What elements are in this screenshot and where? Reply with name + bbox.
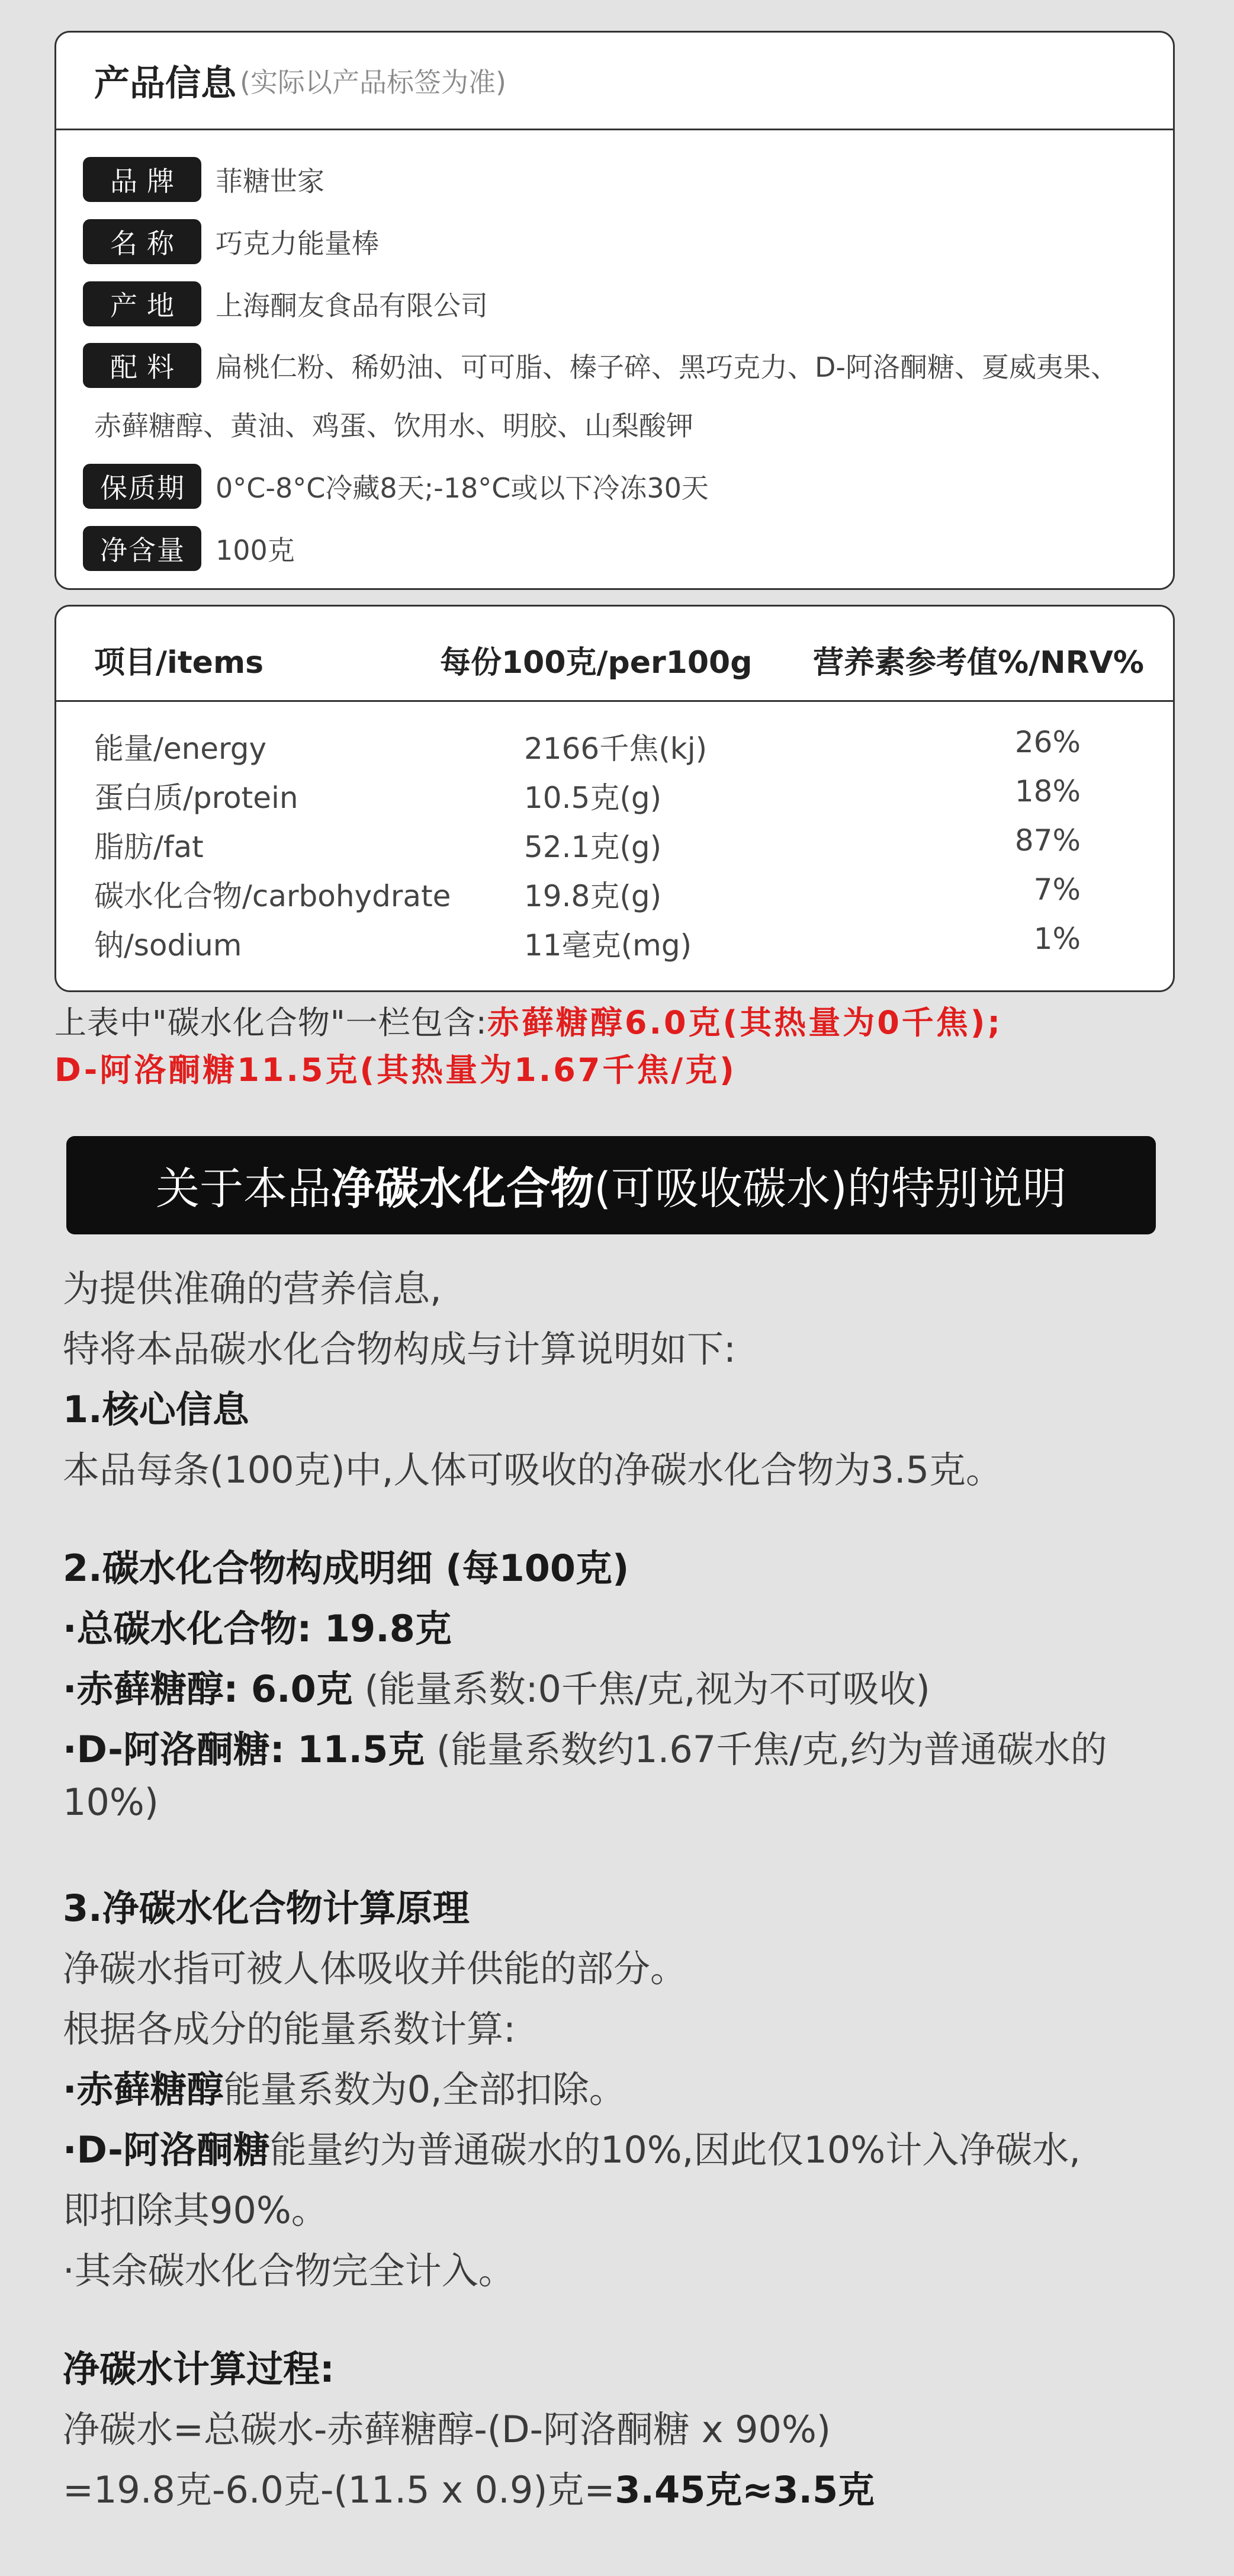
calc-result-expression: =19.8克-6.0克-(11.5 x 0.9)克= xyxy=(63,2468,615,2511)
nutrient-amount: 11毫克(mg) xyxy=(524,928,692,963)
intro-line-2: 特将本品碳水化合物构成与计算说明如下: xyxy=(63,1327,736,1371)
section-2-title: 2.碳水化合物构成明细 (每100克) xyxy=(63,1547,629,1590)
allulose-note: D-阿洛酮糖11.5克(其热量为1.67千焦/克) xyxy=(54,1051,737,1089)
net-carb-banner xyxy=(66,1136,1156,1234)
erythritol-bold: ·赤藓糖醇: 6.0克 xyxy=(63,1667,353,1711)
info-row-brand xyxy=(83,157,324,202)
calc-result xyxy=(63,2460,875,2513)
info-value: 扁桃仁粉、稀奶油、可可脂、榛子碎、黑巧克力、D-阿洛酮糖、夏威夷果、 xyxy=(216,351,1119,383)
info-label: 品牌 xyxy=(83,157,201,202)
product-info-header xyxy=(56,33,1173,130)
other-carbs-rule: ·其余碳水化合物完全计入。 xyxy=(63,2249,515,2292)
nutrient-name: 蛋白质/protein xyxy=(94,781,298,815)
info-row-ingredients xyxy=(83,343,1118,388)
info-value: 0°C-8°C冷藏8天;-18°C或以下冷冻30天 xyxy=(216,472,709,504)
nutrient-name: 钠/sodium xyxy=(94,928,242,963)
nutrition-table-header xyxy=(56,607,1173,702)
allulose-rule-bold: ·D-阿洛酮糖 xyxy=(63,2128,270,2171)
info-label: 保质期 xyxy=(83,464,201,509)
info-value: 菲糖世家 xyxy=(216,165,324,197)
erythritol-detail: (能量系数:0千焦/克,视为不可吸收) xyxy=(352,1667,930,1711)
carb-note-prefix: 上表中"碳水化合物"一栏包含: xyxy=(54,1004,487,1041)
nutrient-amount: 2166千焦(kj) xyxy=(524,732,708,766)
nutrient-nrv: 7% xyxy=(1033,872,1081,907)
info-label: 名称 xyxy=(83,219,201,264)
banner-prefix: 关于本品 xyxy=(156,1163,332,1214)
section-1-title: 1.核心信息 xyxy=(63,1388,249,1431)
allulose-rule-cont: 即扣除其90%。 xyxy=(63,2189,328,2232)
nutrient-name: 脂肪/fat xyxy=(94,830,204,864)
nutrient-nrv: 87% xyxy=(1014,823,1081,858)
product-info-title: 产品信息 xyxy=(94,63,236,104)
nutrient-amount: 10.5克(g) xyxy=(524,781,662,815)
banner-bold: 净碳水化合物 xyxy=(331,1163,594,1214)
nutrient-nrv: 18% xyxy=(1014,774,1081,809)
info-row-net-content xyxy=(83,526,295,571)
erythritol-rule-text: 能量系数为0,全部扣除。 xyxy=(223,2068,626,2111)
column-header-per100g: 每份100克/per100g xyxy=(440,645,753,681)
calc-title: 净碳水计算过程: xyxy=(63,2347,335,2391)
allulose-line-cont: 10%) xyxy=(63,1781,159,1824)
nutrient-nrv: 1% xyxy=(1033,922,1081,956)
column-header-nrv: 营养素参考值%/NRV% xyxy=(813,645,1145,681)
total-carb-line: ·总碳水化合物: 19.8克 xyxy=(63,1607,452,1650)
section-1-text: 本品每条(100克)中,人体可吸收的净碳水化合物为3.5克。 xyxy=(63,1448,1003,1491)
info-label: 净含量 xyxy=(83,526,201,571)
calc-result-value: 3.45克≈3.5克 xyxy=(615,2468,875,2511)
erythritol-rule xyxy=(63,2060,626,2113)
section-3-line-1: 净碳水指可被人体吸收并供能的部分。 xyxy=(63,1947,687,1990)
calc-formula: 净碳水=总碳水-赤藓糖醇-(D-阿洛酮糖 x 90%) xyxy=(63,2408,831,2451)
intro-line-1: 为提供准确的营养信息, xyxy=(63,1267,442,1310)
ingredients-continued: 赤藓糖醇、黄油、鸡蛋、饮用水、明胶、山梨酸钾 xyxy=(94,410,693,442)
nutrient-amount: 52.1克(g) xyxy=(524,830,662,864)
column-header-items: 项目/items xyxy=(94,645,264,681)
banner-suffix: (可吸收碳水)的特别说明 xyxy=(594,1163,1066,1214)
section-3-line-2: 根据各成分的能量系数计算: xyxy=(63,2007,516,2051)
nutrition-table-card xyxy=(54,605,1175,992)
info-value: 巧克力能量棒 xyxy=(216,227,379,259)
allulose-bold: ·D-阿洛酮糖: 11.5克 xyxy=(63,1728,425,1771)
nutrient-name: 能量/energy xyxy=(94,732,267,766)
info-row-shelf-life xyxy=(83,464,709,509)
info-value: 100克 xyxy=(216,534,295,566)
carb-breakdown-note xyxy=(54,997,1002,1043)
product-info-note: (实际以产品标签为准) xyxy=(240,66,506,98)
allulose-rule xyxy=(63,2121,1081,2173)
erythritol-note: 赤藓糖醇6.0克(其热量为0千焦); xyxy=(487,1004,1003,1041)
info-label: 产地 xyxy=(83,281,201,326)
erythritol-line xyxy=(63,1660,930,1712)
info-label: 配料 xyxy=(83,343,201,388)
nutrient-name: 碳水化合物/carbohydrate xyxy=(94,879,451,913)
allulose-detail: (能量系数约1.67千焦/克,约为普通碳水的 xyxy=(425,1728,1107,1771)
product-info-card xyxy=(54,31,1175,590)
erythritol-rule-bold: ·赤藓糖醇 xyxy=(63,2068,224,2111)
info-row-name xyxy=(83,219,379,264)
section-3-title: 3.净碳水化合物计算原理 xyxy=(63,1887,470,1930)
info-row-origin xyxy=(83,281,488,326)
nutrient-nrv: 26% xyxy=(1014,725,1081,759)
info-value: 上海酮友食品有限公司 xyxy=(216,290,488,322)
allulose-line xyxy=(63,1720,1107,1773)
allulose-rule-text: 能量约为普通碳水的10%,因此仅10%计入净碳水, xyxy=(269,2128,1081,2171)
nutrient-amount: 19.8克(g) xyxy=(524,879,662,913)
